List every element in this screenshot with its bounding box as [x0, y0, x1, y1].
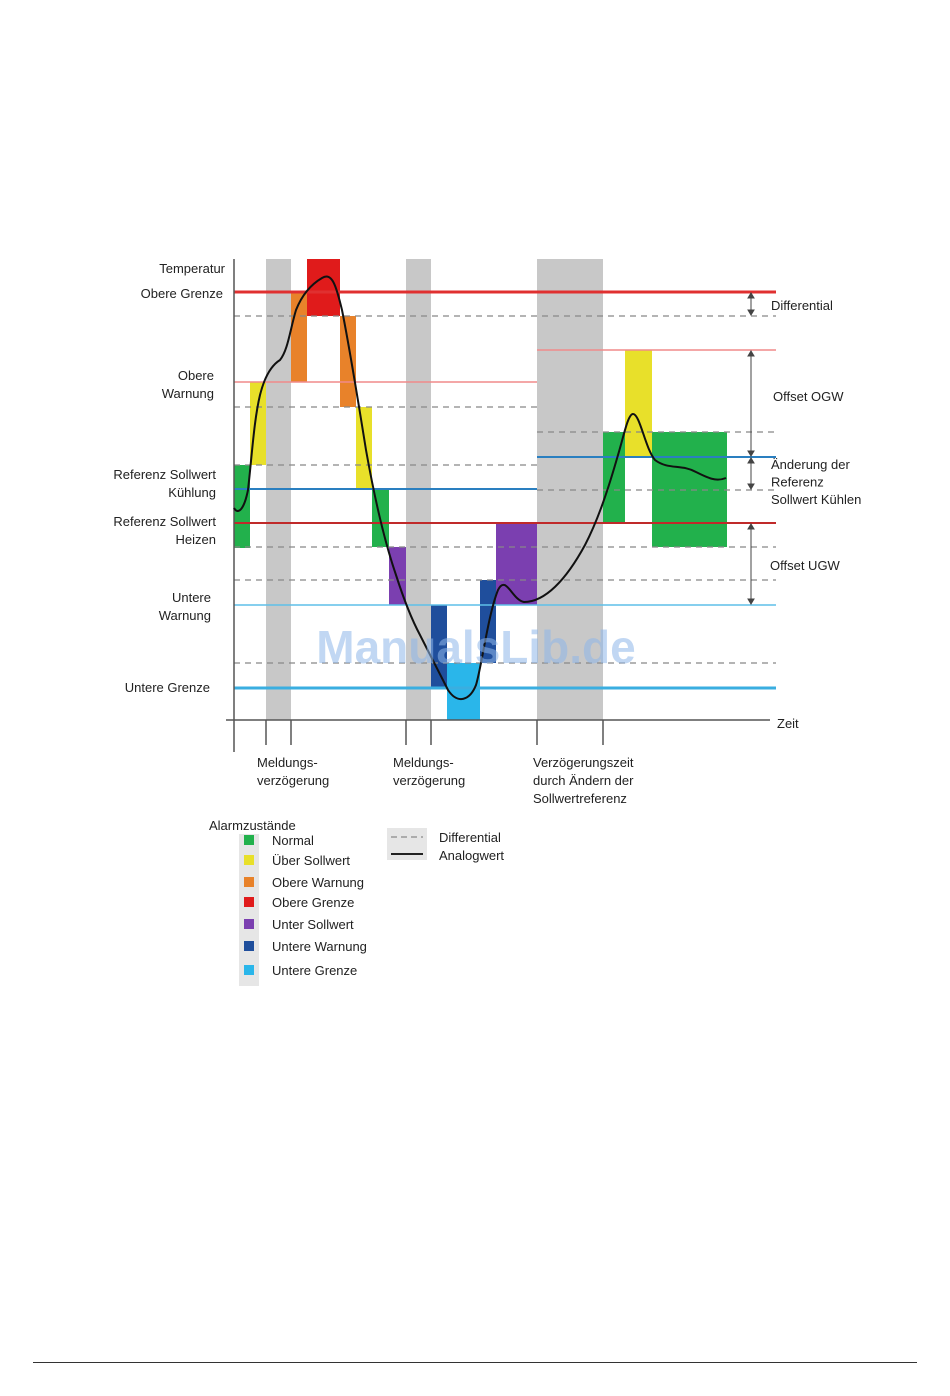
arrowhead-ogw-bottom	[748, 451, 754, 456]
label-line: Differential	[771, 298, 833, 313]
annotation-offset-ogw	[773, 389, 844, 404]
legend-line-backdrop	[387, 828, 427, 860]
arrowhead-aenderung-top	[748, 458, 754, 463]
legend-swatch	[244, 919, 254, 929]
label-line: Meldungs-	[257, 755, 318, 770]
arrowhead-aenderung-bottom	[748, 484, 754, 489]
legend-item-label: Untere Warnung	[272, 939, 367, 954]
legend-line-analogwert: Analogwert	[439, 848, 505, 863]
label-untere-warnung	[159, 590, 211, 623]
y-axis-label: Temperatur	[159, 261, 225, 276]
block-unter-sollwert-2	[496, 523, 537, 605]
legend-item-label: Untere Grenze	[272, 963, 358, 978]
label-line: Sollwertreferenz	[533, 791, 627, 806]
legend-line-differential: Differential	[439, 830, 501, 845]
label-obere-warnung	[162, 368, 214, 401]
label-line: Obere	[177, 368, 214, 383]
legend-swatch	[244, 941, 254, 951]
legend-swatch	[244, 897, 254, 907]
label-line: Heizen	[175, 532, 216, 547]
legend-swatch	[244, 835, 254, 845]
label-ref-heizen	[113, 514, 216, 547]
label-delay-2	[393, 755, 465, 788]
label-line: Änderung der	[771, 457, 850, 472]
arrowhead-ogw-top	[748, 351, 754, 356]
annotation-differential	[771, 298, 833, 313]
legend-title: Alarmzustände	[209, 818, 296, 833]
label-line: Warnung	[158, 608, 211, 623]
label-line: Offset UGW	[770, 558, 840, 573]
label-line: Referenz Sollwert	[113, 467, 216, 482]
dimension-arrows	[748, 293, 754, 604]
label-line: Verzögerungszeit	[533, 755, 634, 770]
legend-item-label: Über Sollwert	[272, 853, 351, 868]
arrowhead-ugw-top	[748, 524, 754, 529]
legend-swatch	[244, 855, 254, 865]
right-labels	[770, 298, 861, 731]
label-line: Referenz	[771, 474, 824, 490]
label-line: Kühlung	[168, 485, 216, 500]
label-line: Meldungs-	[393, 755, 454, 770]
legend-item-label: Normal	[272, 833, 314, 848]
label-line: Sollwert Kühlen	[771, 492, 862, 507]
label-delay-3	[533, 755, 634, 806]
label-line: Offset OGW	[773, 389, 844, 404]
label-line: verzögerung	[257, 773, 330, 788]
block-ueber-sollwert-3	[625, 350, 652, 457]
legend	[209, 818, 504, 986]
arrowhead-differential-top	[748, 293, 754, 298]
legend-items	[244, 833, 367, 978]
label-ref-kuehlung	[113, 467, 216, 500]
x-axis-label: Zeit	[777, 716, 799, 731]
label-untere-grenze	[125, 680, 210, 695]
legend-item-label: Unter Sollwert	[272, 917, 354, 932]
label-line: Warnung	[161, 386, 214, 401]
annotation-offset-ugw	[770, 558, 841, 573]
label-line: Referenz Sollwert	[113, 514, 216, 529]
label-line: Obere Grenze	[140, 286, 223, 301]
label-obere-grenze	[141, 286, 223, 301]
watermark: ManualsLib.de	[316, 621, 636, 673]
left-labels	[113, 261, 225, 695]
block-ueber-sollwert-2	[356, 407, 372, 489]
label-line: verzögerung	[393, 773, 466, 788]
block-obere-warnung-2	[340, 316, 356, 407]
legend-item-label: Obere Warnung	[272, 875, 365, 890]
legend-item-label: Obere Grenze	[272, 895, 355, 910]
annotation-aenderung	[771, 457, 861, 507]
label-line: durch Ändern der	[533, 773, 634, 788]
time-labels	[257, 755, 634, 806]
legend-swatch	[244, 877, 254, 887]
arrowhead-differential-bottom	[748, 310, 754, 315]
label-line: Untere	[171, 590, 211, 605]
label-line: Untere Grenze	[124, 680, 210, 695]
arrowhead-ugw-bottom	[748, 599, 754, 604]
label-delay-1	[257, 755, 329, 788]
footer-rule	[33, 1362, 917, 1363]
legend-swatch	[244, 965, 254, 975]
